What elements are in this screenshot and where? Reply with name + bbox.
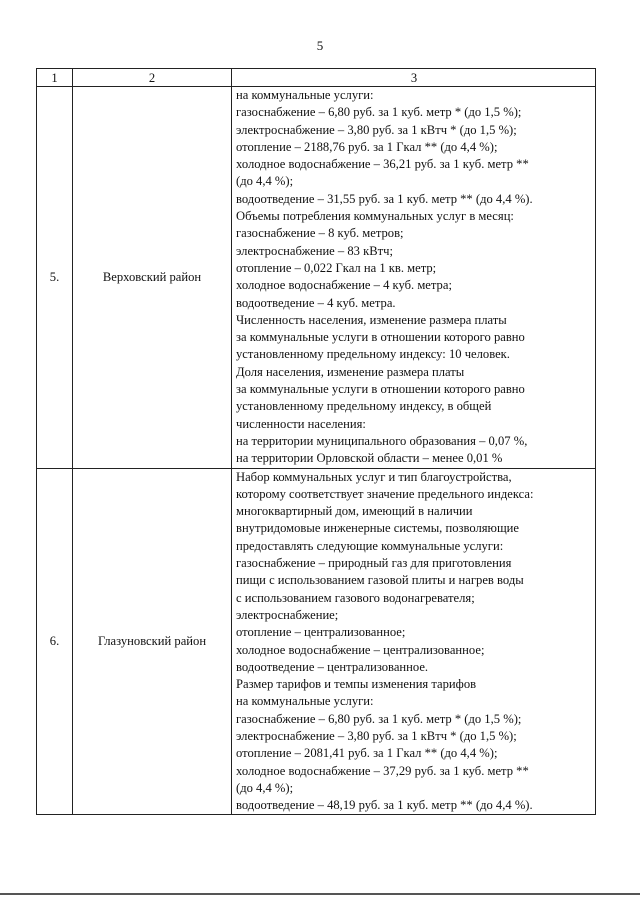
details-line: электроснабжение – 3,80 руб. за 1 кВтч * (до 1,5 %);	[236, 728, 517, 743]
details-line: водоотведение – 48,19 руб. за 1 куб. метр ** (до 4,4 %).	[236, 798, 533, 813]
details-line: водоотведение – 31,55 руб. за 1 куб. метр ** (до 4,4 %).	[236, 191, 533, 206]
details-line: многоквартирный дом, имеющий в наличии	[236, 504, 473, 519]
column-header: 3	[232, 69, 596, 87]
details-line: электроснабжение – 83 кВтч;	[236, 243, 393, 258]
details-line: электроснабжение;	[236, 607, 339, 622]
details-line: внутридомовые инженерные системы, позволяющие	[236, 521, 519, 536]
details-line: Набор коммунальных услуг и тип благоустройства,	[236, 469, 512, 484]
details-line: Численность населения, изменение размера платы	[236, 312, 507, 327]
details-line: Объемы потребления коммунальных услуг в месяц:	[236, 209, 514, 224]
table-row	[37, 87, 596, 469]
details-line: водоотведение – централизованное.	[236, 659, 429, 674]
details-line: холодное водоснабжение – централизованное;	[236, 642, 485, 657]
details-line: на территории Орловской области – менее 0,01 %	[236, 451, 503, 466]
details-line: с использованием газового водонагревателя;	[236, 590, 475, 605]
row-number: 5.	[37, 87, 73, 469]
details-line: холодное водоснабжение – 37,29 руб. за 1 куб. метр **	[236, 763, 529, 778]
details-line: газоснабжение – природный газ для приготовления	[236, 556, 512, 571]
details-line: за коммунальные услуги в отношении которого равно	[236, 382, 525, 397]
details-line: отопление – 2081,41 руб. за 1 Гкал ** (до 4,4 %);	[236, 746, 498, 761]
details-line: на коммунальные услуги:	[236, 694, 374, 709]
details-line: газоснабжение – 6,80 руб. за 1 куб. метр * (до 1,5 %);	[236, 711, 522, 726]
details-line: за коммунальные услуги в отношении которого равно	[236, 330, 525, 345]
details-line: отопление – 0,022 Гкал на 1 кв. метр;	[236, 260, 437, 275]
page-number: 5	[316, 38, 324, 53]
details-line: Размер тарифов и темпы изменения тарифов	[236, 677, 477, 692]
details-line: (до 4,4 %);	[236, 780, 294, 795]
details-line: Доля населения, изменение размера платы	[236, 364, 465, 379]
table-row	[37, 468, 596, 815]
details-line: которому соответствует значение предельного индекса:	[236, 486, 534, 501]
table-header-row	[37, 69, 596, 87]
row-number: 6.	[37, 468, 73, 815]
details-cell	[232, 468, 596, 815]
district-name: Глазуновский район	[73, 468, 232, 815]
details-line: электроснабжение – 3,80 руб. за 1 кВтч * (до 1,5 %);	[236, 122, 517, 137]
details-line: пищи с использованием газовой плиты и нагрев воды	[236, 573, 524, 588]
details-line: холодное водоснабжение – 36,21 руб. за 1 куб. метр **	[236, 157, 529, 172]
details-cell	[232, 87, 596, 469]
page-bottom-rule	[0, 893, 640, 895]
details-line: установленному предельному индексу, в общей	[236, 399, 492, 414]
details-line: на территории муниципального образования – 0,07 %,	[236, 433, 528, 448]
details-line: газоснабжение – 6,80 руб. за 1 куб. метр * (до 1,5 %);	[236, 105, 522, 120]
details-line: предоставлять следующие коммунальные услуги:	[236, 538, 504, 553]
details-line: холодное водоснабжение – 4 куб. метра;	[236, 278, 452, 293]
tariff-table	[36, 68, 596, 815]
district-name: Верховский район	[73, 87, 232, 469]
column-header: 1	[37, 69, 73, 87]
details-line: на коммунальные услуги:	[236, 88, 374, 102]
details-line: водоотведение – 4 куб. метра.	[236, 295, 396, 310]
details-line: (до 4,4 %);	[236, 174, 294, 189]
details-line: отопление – 2188,76 руб. за 1 Гкал ** (до 4,4 %);	[236, 139, 498, 154]
details-line: газоснабжение – 8 куб. метров;	[236, 226, 404, 241]
column-header: 2	[73, 69, 232, 87]
details-line: отопление – централизованное;	[236, 625, 406, 640]
details-line: установленному предельному индексу: 10 человек.	[236, 347, 510, 362]
details-line: численности населения:	[236, 416, 366, 431]
